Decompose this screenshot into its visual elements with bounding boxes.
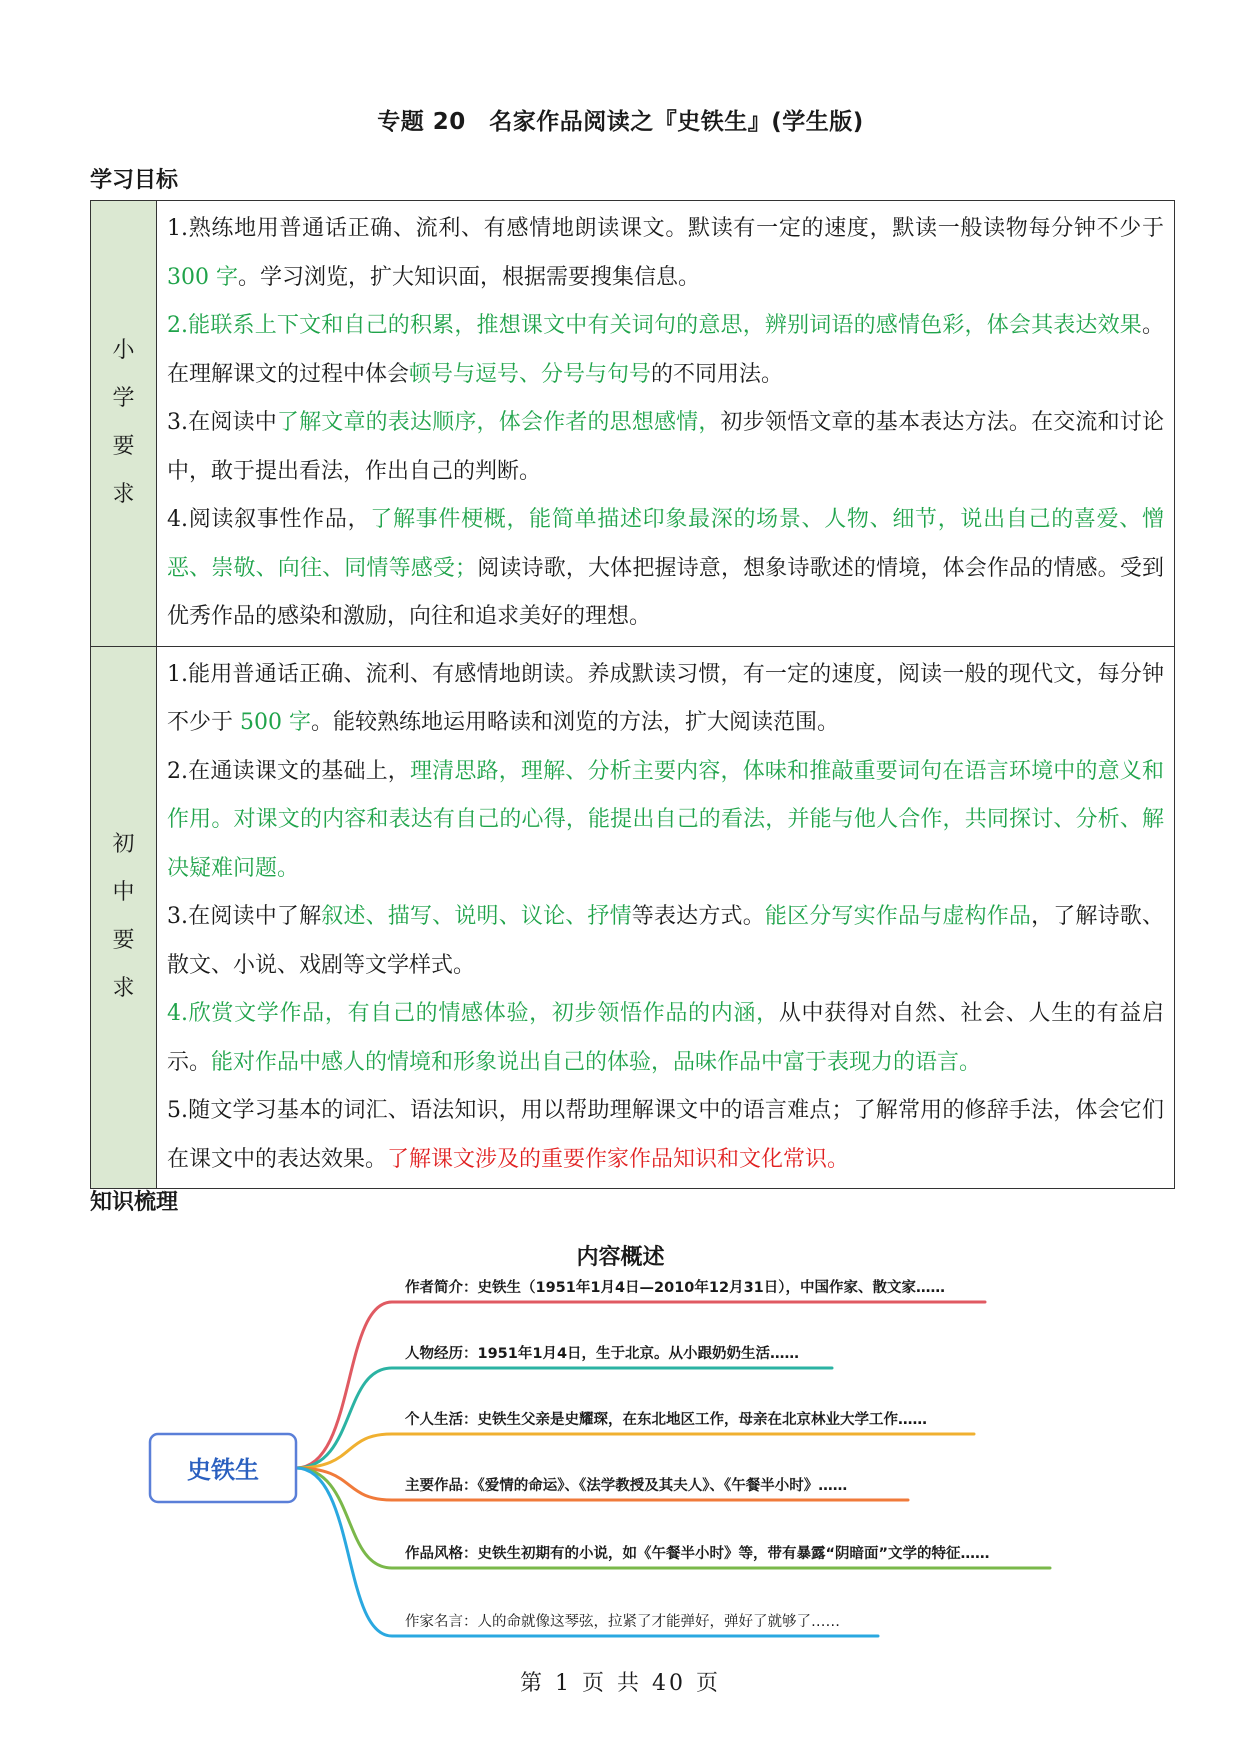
goals-primary-content <box>157 201 1175 647</box>
goal-text-run: 2.在通读课文的基础上， <box>167 758 410 784</box>
mindmap-branch-label: 主要作品：《爱情的命运》、《法学教授及其夫人》、《午餐半小时》…… <box>405 1478 848 1494</box>
goal-text-run: ，了解诗歌、散文、小说、戏剧等文学样式。 <box>167 904 1164 978</box>
goal-text-run: 顿号与逗号、分号与句号 <box>409 361 652 387</box>
table-row <box>91 646 1175 1189</box>
page-title: 专题 20 名家作品阅读之『史铁生』(学生版) <box>377 109 864 135</box>
mindmap-branch-label: 作家名言：人的命就像这琴弦，拉紧了才能弹好，弹好了就够了…… <box>405 1614 840 1630</box>
label-char: 初 <box>112 832 135 858</box>
goal-text-run: 叙述、描写、说明、议论、抒情 <box>321 904 632 929</box>
row-label-junior <box>91 646 157 1189</box>
mindmap-branch-line <box>296 1302 985 1468</box>
label-char: 要 <box>112 928 135 954</box>
goal-text-run: 5.随文学习基本的词汇、语法知识，用以帮助理解课文中的语言难点；了解常用的修辞手法，体会它们在课文中的表达效果。 <box>167 1098 1164 1172</box>
goal-text-run: 能区分写实作品与虚构作品 <box>764 904 1032 929</box>
row-label-primary <box>91 201 157 647</box>
goal-text-run: 500 字 <box>240 710 311 735</box>
goal-text-run: 的不同用法。 <box>651 361 784 387</box>
mindmap-branch-label: 个人生活：史铁生父亲是史耀琛，在东北地区工作，母亲在北京林业大学工作…… <box>405 1412 927 1428</box>
goal-item <box>167 651 1164 748</box>
mindmap-branch-line <box>296 1434 974 1468</box>
goal-item <box>167 990 1164 1087</box>
label-char: 中 <box>112 880 135 906</box>
goal-text-run: 等表达方式。 <box>631 904 765 929</box>
goal-item <box>167 496 1164 642</box>
mindmap-branch-label: 作品风格：史铁生初期有的小说，如《午餐半小时》等，带有暴露“阴暗面”文学的特征…… <box>405 1546 990 1562</box>
goal-item <box>167 205 1164 302</box>
goal-text-run: 4.欣赏文学作品，有自己的情感体验，初步领悟作品的内涵， <box>167 1001 779 1026</box>
goal-text-run: 2.能联系上下文和自己的积累，推想课文中有关词句的意思，辨别词语的感情色彩，体会其表达效果 <box>167 313 1142 338</box>
goals-table <box>90 200 1175 1189</box>
goal-text-run: 了解文章的表达顺序，体会作者的思想感情， <box>276 410 721 435</box>
goal-item <box>167 893 1164 990</box>
label-char: 要 <box>112 434 135 460</box>
goal-text-run: 3.在阅读中了解 <box>167 904 322 929</box>
goal-text-run: 。在理解课文的过程中体会 <box>167 313 1164 387</box>
label-char: 求 <box>112 482 135 508</box>
goal-item <box>167 399 1164 496</box>
goal-text-run: 能对作品中感人的情境和形象说出自己的体验，品味作品中富于表现力的语言。 <box>211 1049 982 1075</box>
goal-text-run: 300 字 <box>167 264 238 290</box>
goal-text-run: 了解事件梗概，能简单描述印象最深的场景、人物、细节，说出自己的喜爱、憎恶、崇敬、向往、同情等感受； <box>167 507 1164 581</box>
mindmap-title: 内容概述 <box>576 1245 665 1270</box>
mindmap-branch-label: 人物经历：1951年1月4日，生于北京。从小跟奶奶生活…… <box>405 1346 800 1362</box>
goal-text-run: 阅读诗歌，大体把握诗意，想象诗歌述的情境，体会作品的情感。受到优秀作品的感染和激励，向往和追求美好的理想。 <box>167 555 1164 629</box>
section-heading-knowledge: 知识梳理 <box>90 1190 179 1215</box>
mindmap-branch-label: 作者简介：史铁生（1951年1月4日—2010年12月31日），中国作家、散文家…… <box>405 1280 945 1296</box>
label-char: 小 <box>112 338 135 364</box>
mindmap <box>0 1270 1241 1660</box>
goal-item <box>167 1087 1164 1184</box>
goal-text-run: 1.能用普通话正确、流利、有感情地朗读。养成默读习惯，有一定的速度，阅读一般的现代文，每分钟不少于 <box>167 661 1164 735</box>
goal-text-run: 从中获得对自然、社会、人生的有益启示。 <box>167 1001 1164 1075</box>
section-heading-goals: 学习目标 <box>90 168 179 193</box>
page-footer: 第 1 页 共 40 页 <box>520 1671 721 1696</box>
table-row <box>91 201 1175 647</box>
goal-text-run: 初步领悟文章的基本表达方法。在交流和讨论中，敢于提出看法，作出自己的判断。 <box>167 410 1164 484</box>
goal-text-run: 了解课文涉及的重要作家作品知识和文化常识。 <box>387 1146 850 1172</box>
goal-text-run: 1.熟练地用普通话正确、流利、有感情地朗读课文。默读有一定的速度，默读一般读物每分钟不少于 <box>167 216 1164 241</box>
goal-text-run: 。能较熟练地运用略读和浏览的方法，扩大阅读范围。 <box>311 710 840 735</box>
goal-item <box>167 748 1164 894</box>
label-char: 学 <box>112 386 135 412</box>
goals-junior-content <box>157 646 1175 1189</box>
goal-text-run: 。学习浏览，扩大知识面，根据需要搜集信息。 <box>238 264 701 290</box>
mindmap-center-label: 史铁生 <box>187 1456 259 1484</box>
goal-text-run: 3.在阅读中 <box>167 410 277 435</box>
goal-text-run: 理清思路，理解、分析主要内容，体味和推敲重要词句在语言环境中的意义和作用。对课文的内容和表达有自己的心得，能提出自己的看法，并能与他人合作，共同探讨、分析、解决疑难问题。 <box>167 758 1164 881</box>
goal-item <box>167 302 1164 399</box>
label-char: 求 <box>112 976 135 1002</box>
goal-text-run: 4.阅读叙事性作品， <box>167 507 371 532</box>
